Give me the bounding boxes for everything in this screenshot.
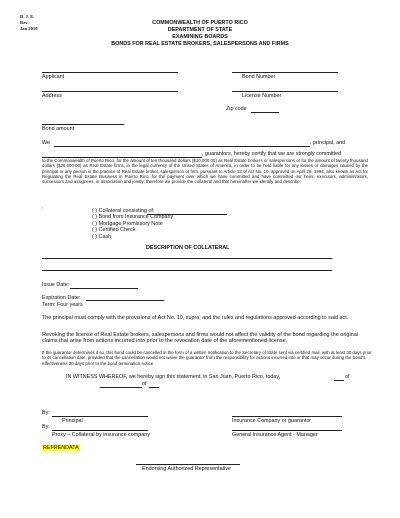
description-title: DESCRIPTION OF COLLATERAL bbox=[146, 245, 230, 251]
agent-signature-field[interactable] bbox=[232, 430, 342, 431]
principal-and-label: , principal, and bbox=[310, 140, 346, 146]
collateral-options bbox=[92, 208, 173, 240]
revoking-clause: Revoking the license of Real Estate brokers, salespersons and firms would not affect the validity of the bond regarding the original claims that arise from actions incurred into prior to the revocation date of the aforementioned license. bbox=[42, 332, 359, 345]
bond-paragraph: to the Commonwealth of Puerto Rico, for the amount of ten thousand dollars ($10,000.00) as Real Estate brokers or salespersons or for the amount of twenty thousand dollars ($20,000.00) as Real Estate firms, in the legal currency of the United States of America, in order to be held liable for any losses or damages caused by the principal or any person in the practice of Real Estate broker, salesperson or firm, pursuant to Article 13 of Act No. 10, approved on April 26, 1994, also known as Act for Regulating the Real Estate Business in Puerto Rico; for the payment over which we have committed and have committed our heirs, executors, administrators, successors and assignees, in association and jointly; therefore we provide the collateral and that hereinafter we identify and describe: bbox=[42, 158, 368, 185]
expiration-date-field[interactable] bbox=[86, 300, 164, 301]
bond-amount-field[interactable] bbox=[42, 124, 124, 125]
issue-date-field[interactable] bbox=[70, 288, 138, 289]
header-line1: COMMONWEALTH OF PUERTO RICO bbox=[152, 20, 248, 26]
comply-clause: The principal must comply with the provisions of Act No. 10, supra; and the rules and regulations approved according to said act. bbox=[42, 315, 349, 321]
issue-date-label: Issue Date: bbox=[42, 282, 70, 288]
bond-amount-label: Bond amount bbox=[42, 126, 75, 132]
guarantor-clause: If the guarantor determines it so, this bond could be cancelled in the form of a written notification to the Secretary of State sent via certified mail, with at least 30 days prior to its cancellation date, provided that the cancellation would not waive the guarantor from the responsibility for actions incurred into or that may occur during the bond's effectiveness 30 days prior to the bond termination notice. bbox=[42, 350, 372, 366]
proxy-signature-field[interactable] bbox=[52, 430, 148, 431]
witness-of-1: of bbox=[345, 374, 350, 380]
form-code-line3: Jan 2010 bbox=[20, 26, 38, 32]
insurance-signature-field[interactable] bbox=[232, 416, 342, 417]
witness-month-field[interactable] bbox=[100, 387, 142, 388]
bond-number-label: Bond Number bbox=[242, 74, 276, 80]
license-number-field[interactable] bbox=[232, 91, 338, 92]
option-collateral[interactable]: ( ) Collateral consisting of: bbox=[92, 208, 155, 214]
form-code-line2: Rev. bbox=[20, 20, 29, 26]
applicant-field[interactable] bbox=[42, 72, 178, 73]
witness-text: IN WITNESS WHEREOF, we hereby sign this statement, in San Juan, Puerto Rico, today, bbox=[66, 374, 281, 380]
option-cash[interactable]: ( ) Cash bbox=[92, 233, 112, 240]
guarantors-label: , guarantors, hereby certify that we are strongly committed bbox=[202, 151, 342, 157]
header-line4: BONDS FOR REAL ESTATE BROKERS, SALESPERSONS AND FIRMS bbox=[111, 41, 289, 48]
bond-number-field[interactable] bbox=[232, 72, 338, 73]
page-header bbox=[0, 20, 400, 48]
header-line3: EXAMINING BOARDS bbox=[172, 34, 228, 41]
address-field[interactable] bbox=[42, 91, 178, 92]
principal-label: Principal bbox=[62, 418, 83, 424]
option-mortgage-note[interactable]: ( ) Mortgage Promissory Note bbox=[92, 220, 163, 227]
option-certified-check[interactable]: ( ) Certified Check bbox=[92, 227, 136, 234]
zip-code-field[interactable] bbox=[251, 112, 279, 113]
collateral-detail-field[interactable] bbox=[147, 214, 227, 215]
paragraph-colon: : bbox=[42, 206, 44, 211]
header-line2: DEPARTMENT OF STATE bbox=[167, 27, 233, 34]
option-bond-insurance[interactable]: ( ) Bond from Insurance Company bbox=[92, 214, 174, 221]
description-line-1[interactable] bbox=[42, 258, 332, 259]
principal-name-field[interactable] bbox=[54, 146, 310, 147]
witness-day-field[interactable] bbox=[334, 380, 344, 381]
zip-code-label: Zip code bbox=[226, 106, 247, 112]
by-label-2: By: bbox=[42, 424, 50, 430]
we-label: We bbox=[42, 140, 50, 146]
description-line-2[interactable] bbox=[42, 270, 332, 271]
applicant-label: Applicant bbox=[42, 74, 65, 80]
expiration-date-label: Expiration Date: bbox=[42, 295, 81, 301]
insurance-guarantor-label: Insurance Company or guarantor bbox=[232, 418, 312, 424]
form-code-line1: D. J. E. bbox=[20, 14, 35, 19]
witness-year-field[interactable] bbox=[149, 387, 159, 388]
license-number-label: License Number bbox=[242, 93, 282, 99]
refrendata-label: REFRENDATA bbox=[43, 445, 79, 451]
address-label: Address bbox=[42, 93, 62, 99]
agent-label: General Insurance Agent - Manager bbox=[232, 432, 318, 438]
proxy-label: Proxy – Collateral by insurance company bbox=[52, 432, 150, 438]
by-label-1: By: bbox=[42, 410, 50, 416]
principal-signature-field[interactable] bbox=[52, 416, 148, 417]
endorsing-signature-field[interactable] bbox=[136, 464, 240, 465]
term-label: Term: Four years bbox=[42, 302, 83, 308]
witness-of-2: of bbox=[142, 381, 147, 387]
endorsing-label: Endorsing Authorized Representative bbox=[142, 466, 232, 472]
